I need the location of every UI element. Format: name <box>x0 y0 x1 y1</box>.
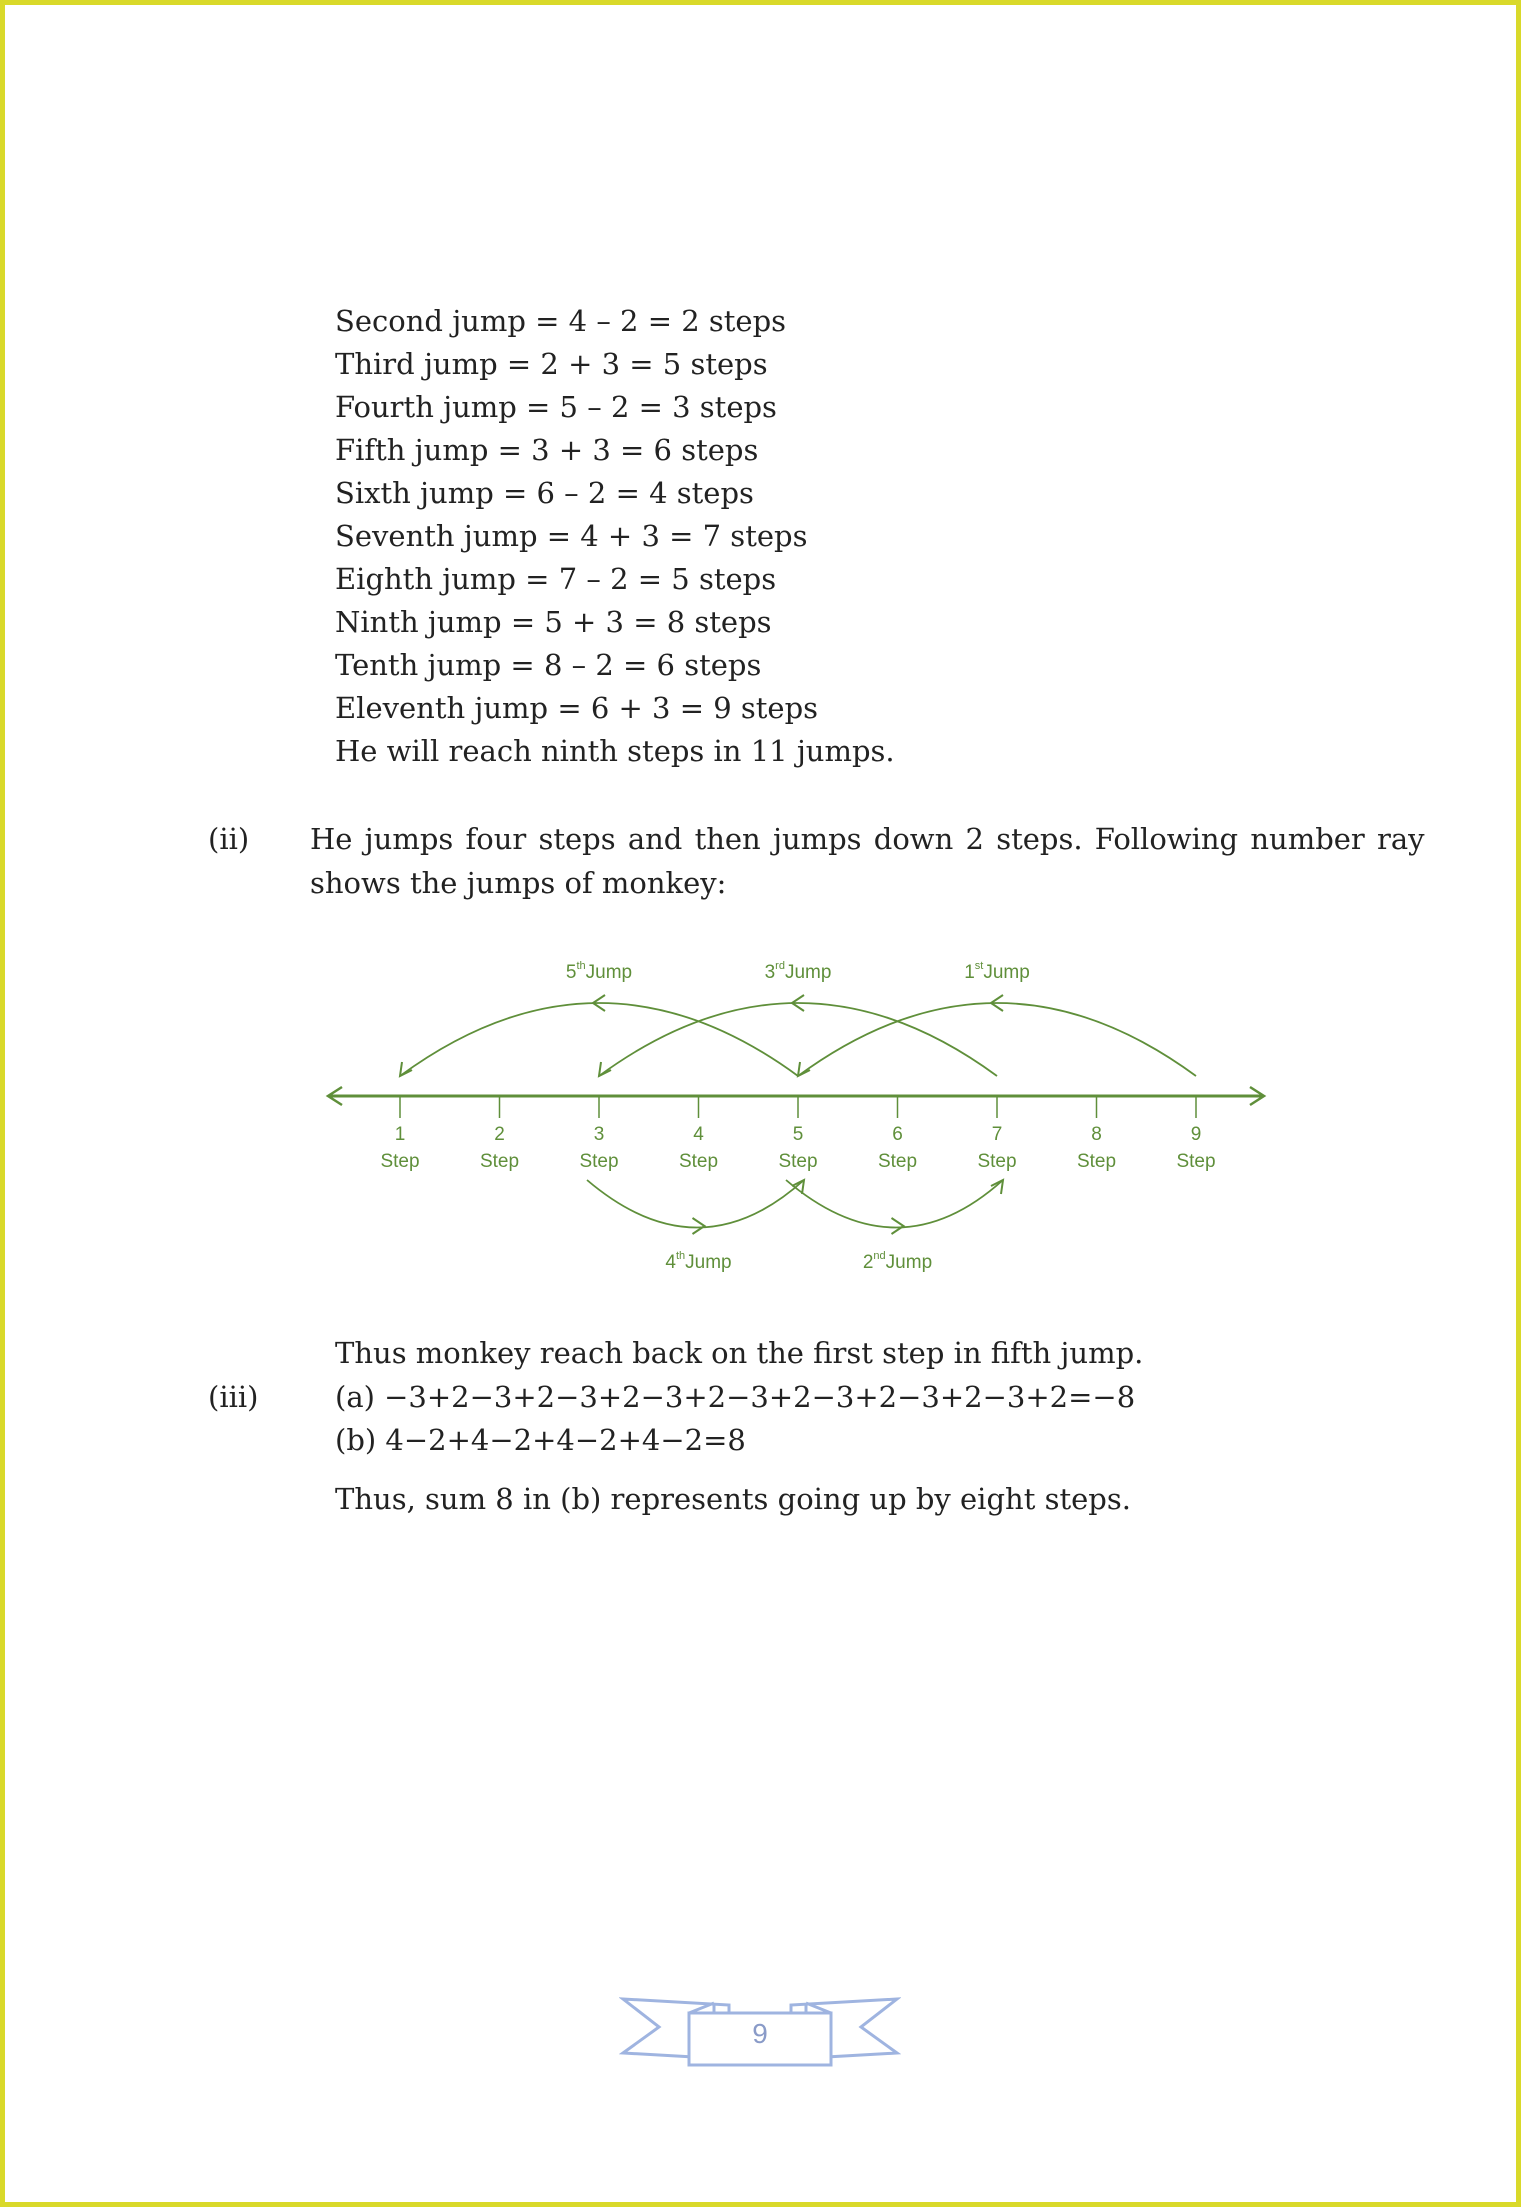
jump-label: 1stJump <box>964 960 1030 983</box>
tick-caption: Step <box>977 1151 1017 1172</box>
tick-caption: Step <box>1176 1151 1216 1172</box>
tick-caption: Step <box>579 1151 619 1172</box>
tick-label: 2 <box>494 1124 505 1145</box>
tick-label: 3 <box>593 1124 605 1145</box>
tick-caption: Step <box>1076 1151 1117 1172</box>
part-ii-text-1: He jumps four steps and then jumps down 2 steps. Following number ray <box>310 822 1425 856</box>
jump-arc <box>798 1003 1196 1076</box>
jump-arc <box>400 1003 798 1076</box>
jump-direction-arrow-icon <box>693 1218 705 1234</box>
jump-direction-arrow-icon <box>892 1218 904 1234</box>
part-iii-b: (b) 4−2+4−2+4−2+4−2=8 <box>335 1423 746 1457</box>
part-iii-conclusion: Thus, sum 8 in (b) represents going up by eight steps. <box>335 1482 1131 1516</box>
tick-caption: Step <box>479 1151 520 1172</box>
step-line: Sixth jump = 6 – 2 = 4 steps <box>335 476 754 510</box>
step-line: Eleventh jump = 6 + 3 = 9 steps <box>335 691 819 725</box>
step-line: Third jump = 2 + 3 = 5 steps <box>335 347 768 381</box>
tick-caption: Step <box>380 1151 420 1172</box>
jump-arc <box>599 1003 997 1076</box>
tick-label: 5 <box>792 1124 804 1145</box>
step-line: Fifth jump = 3 + 3 = 6 steps <box>335 433 759 467</box>
tick-label: 9 <box>1190 1124 1202 1145</box>
step-line: He will reach ninth steps in 11 jumps. <box>335 734 895 768</box>
tick-label: 1 <box>394 1124 406 1145</box>
step-line: Second jump = 4 – 2 = 2 steps <box>335 304 787 338</box>
tick-caption: Step <box>877 1151 918 1172</box>
part-ii-marker: (ii) <box>208 822 250 856</box>
tick-label: 4 <box>693 1124 704 1145</box>
tick-caption: Step <box>678 1151 719 1172</box>
jump-label: 5thJump <box>565 960 633 983</box>
page-number: 9 <box>752 2018 768 2049</box>
step-line: Tenth jump = 8 – 2 = 6 steps <box>335 648 762 682</box>
jump-label: 3rdJump <box>764 960 832 983</box>
tick-caption: Step <box>778 1151 818 1172</box>
step-line: Eighth jump = 7 – 2 = 5 steps <box>335 562 777 596</box>
jump-label: 4thJump <box>665 1250 732 1273</box>
part-iii-marker: (iii) <box>208 1380 259 1414</box>
step-line: Fourth jump = 5 – 2 = 3 steps <box>335 390 777 424</box>
step-line: Seventh jump = 4 + 3 = 7 steps <box>335 519 808 553</box>
tick-label: 7 <box>991 1124 1003 1145</box>
tick-label: 6 <box>892 1124 903 1145</box>
tick-label: 8 <box>1091 1124 1102 1145</box>
part-iii-a: (a) −3+2−3+2−3+2−3+2−3+2−3+2−3+2−3+2=−8 <box>335 1380 1136 1414</box>
jump-label: 2ndJump <box>862 1250 933 1273</box>
part-ii-text-2: shows the jumps of monkey: <box>310 866 727 900</box>
step-line: Ninth jump = 5 + 3 = 8 steps <box>335 605 772 639</box>
conclusion-ii: Thus monkey reach back on the first step in fifth jump. <box>335 1336 1144 1370</box>
